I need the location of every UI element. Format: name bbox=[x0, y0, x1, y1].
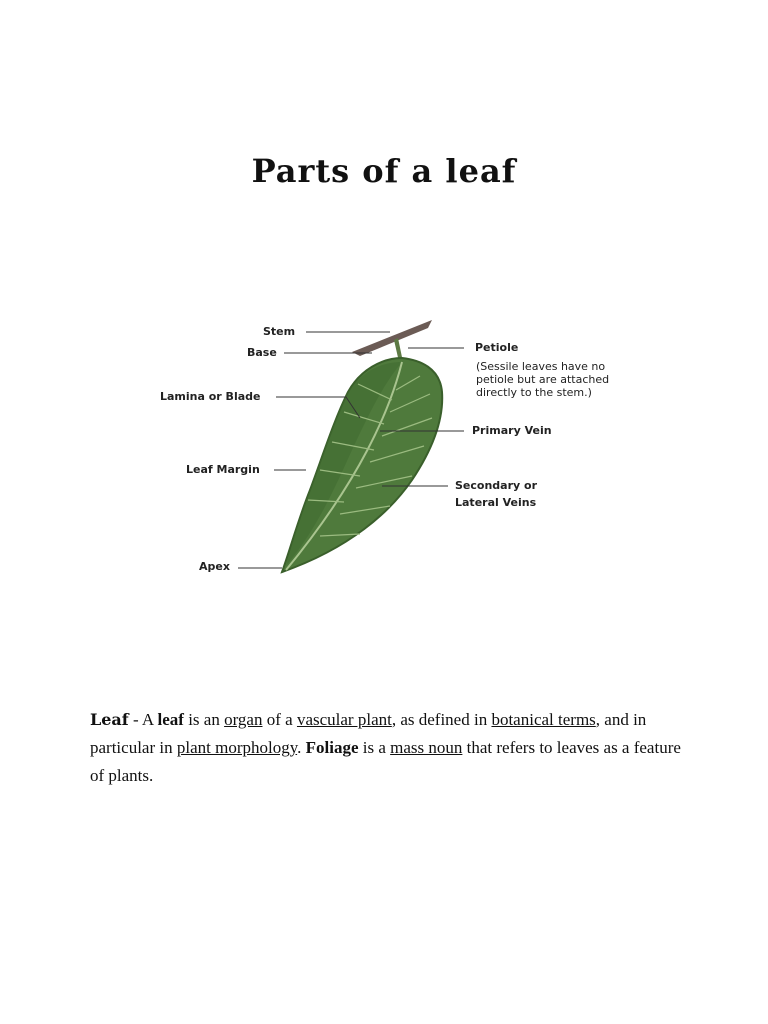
link-botanical-terms[interactable]: botanical terms bbox=[491, 710, 596, 729]
stem-shape bbox=[352, 320, 432, 356]
label-lamina: Lamina or Blade bbox=[160, 390, 261, 403]
bold-foliage: Foliage bbox=[305, 738, 359, 757]
petiole-note-line-2: petiole but are attached bbox=[476, 373, 610, 386]
label-secondary-line-1: Secondary or bbox=[455, 479, 537, 492]
link-mass-noun[interactable]: mass noun bbox=[390, 738, 463, 757]
label-secondary-line-2: Lateral Veins bbox=[455, 496, 537, 509]
text-segment: that refers to leaves as a feature of plants. bbox=[90, 738, 681, 785]
term-leaf: Leaf bbox=[90, 710, 129, 729]
petiole-note-line-1: (Sessile leaves have no bbox=[476, 360, 606, 373]
label-petiole: Petiole bbox=[475, 341, 519, 354]
label-apex: Apex bbox=[199, 560, 230, 573]
text-segment: , and in particular in bbox=[90, 710, 647, 757]
link-plant-morphology[interactable]: plant morphology bbox=[176, 738, 298, 757]
label-primary-vein: Primary Vein bbox=[472, 424, 552, 437]
page-title: Parts of a leaf bbox=[251, 152, 517, 190]
label-stem: Stem bbox=[263, 325, 296, 338]
label-leaf-margin: Leaf Margin bbox=[186, 463, 260, 476]
leaf-illustration bbox=[120, 300, 660, 600]
link-vascular-plant[interactable]: vascular plant bbox=[296, 710, 392, 729]
text-segment: is a bbox=[358, 738, 391, 757]
text-segment: . bbox=[297, 738, 306, 757]
text-segment: is an bbox=[183, 710, 225, 729]
text-segment: of a bbox=[262, 710, 297, 729]
label-base: Base bbox=[247, 346, 277, 359]
leaf-definition-paragraph bbox=[90, 706, 690, 790]
bold-leaf: leaf bbox=[157, 710, 184, 729]
leaf-diagram bbox=[120, 300, 660, 600]
petiole-note-line-3: directly to the stem.) bbox=[476, 386, 592, 399]
text-segment: - A bbox=[128, 710, 158, 729]
link-organ[interactable]: organ bbox=[224, 710, 263, 729]
text-segment: , as defined in bbox=[391, 710, 492, 729]
